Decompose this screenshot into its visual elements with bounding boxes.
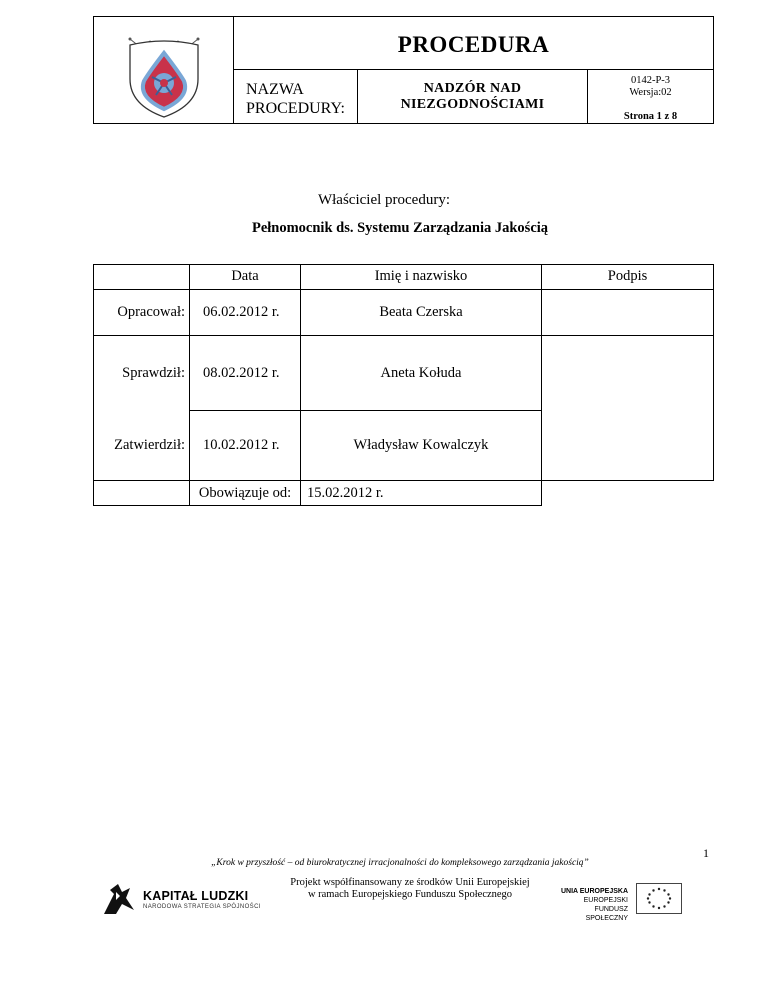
procedure-name-line2: NIEZGODNOŚCIAMI	[400, 96, 545, 112]
eu-line1: UNIA EUROPEJSKA	[560, 888, 628, 895]
eu-text	[556, 887, 628, 923]
procedure-name-cell	[358, 70, 588, 123]
procedure-header	[93, 16, 714, 124]
eu-flag-icon	[636, 883, 682, 914]
coat-of-arms-icon	[94, 17, 234, 123]
eu-line2: EUROPEJSKI	[583, 897, 628, 904]
project-note-line1: Projekt współfinansowany ze środków Unii Europejskiej	[290, 877, 530, 888]
footer-motto: „Krok w przyszłość – od biurokratycznej irracjonalności do kompleksowego zarządzania jakością”	[211, 858, 589, 868]
effective-label: Obowiązuje od:	[198, 484, 292, 501]
approval-table	[93, 264, 714, 506]
owner-name: Pełnomocnik ds. Systemu Zarządzania Jakością	[251, 220, 549, 236]
page-indicator: Strona 1 z 8	[623, 111, 678, 122]
kapital-ludzki-text	[143, 889, 261, 910]
procedure-code: 0142-P-3	[630, 75, 671, 86]
row-role-approved: Zatwierdził:	[114, 437, 185, 453]
kl-title: KAPITAŁ LUDZKI	[143, 889, 249, 903]
eu-stars-icon	[637, 884, 681, 913]
logo-cell	[94, 17, 234, 123]
kapital-ludzki-logo-icon	[100, 880, 138, 916]
procedure-name-label	[234, 70, 358, 123]
procedure-name-line1: NADZÓR NAD	[423, 80, 522, 96]
col-header-signature: Podpis	[607, 268, 648, 284]
procedure-version: Wersja:02	[629, 87, 672, 98]
owner-label: Właściciel procedury:	[317, 192, 451, 208]
name-label-line1: NAZWA	[246, 81, 304, 98]
page-number: 1	[703, 846, 709, 860]
code-cell	[588, 70, 713, 123]
name-label-line2: PROCEDURY:	[246, 100, 345, 117]
row-role-checked: Sprawdził:	[122, 364, 185, 381]
row-person-prepared: Beata Czerska	[379, 304, 463, 320]
col-header-date: Data	[231, 268, 259, 284]
effective-date: 15.02.2012 r.	[307, 484, 384, 501]
row-date-approved: 10.02.2012 r.	[203, 437, 280, 453]
document-title: PROCEDURA	[397, 32, 550, 57]
title-cell	[234, 17, 713, 70]
row-person-checked: Aneta Kołuda	[380, 364, 462, 381]
kl-subtitle: NARODOWA STRATEGIA SPÓJNOŚCI	[143, 904, 261, 910]
project-note	[260, 877, 560, 901]
row-person-approved: Władysław Kowalczyk	[353, 437, 489, 453]
row-signature-prepared	[542, 290, 713, 335]
row-date-checked: 08.02.2012 r.	[203, 364, 280, 381]
row-role-prepared: Opracował:	[117, 304, 185, 320]
project-note-line2: w ramach Europejskiego Funduszu Społecznego	[307, 889, 513, 900]
row-date-prepared: 06.02.2012 r.	[203, 304, 280, 320]
col-header-name: Imię i nazwisko	[374, 268, 468, 284]
eu-line3: FUNDUSZ SPOŁECZNY	[585, 906, 628, 922]
